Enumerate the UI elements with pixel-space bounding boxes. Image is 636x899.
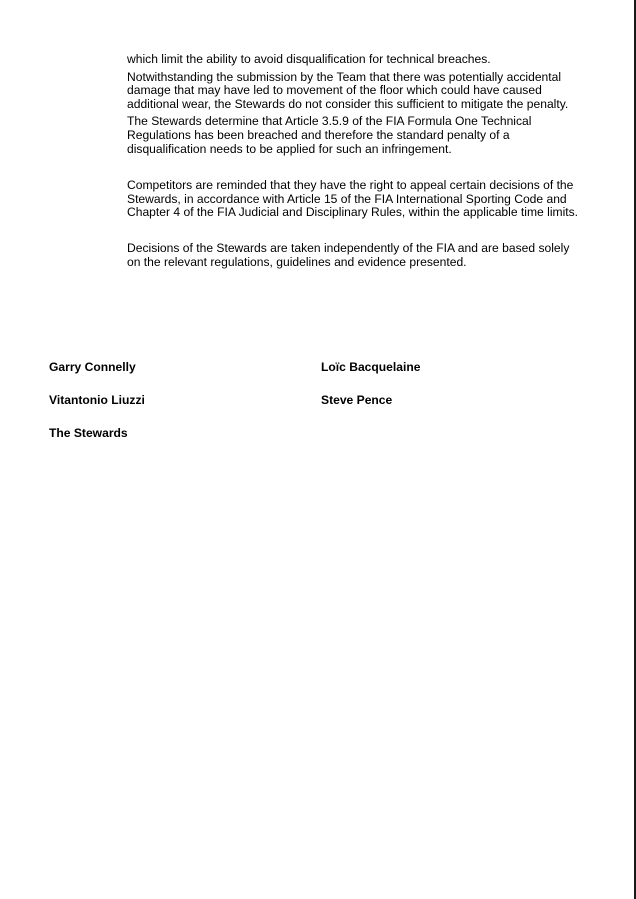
signature-caption: The Stewards <box>49 426 128 440</box>
paragraph-stewards-determination: The Stewards determine that Article 3.5.9 of the FIA Formula One Technical Regulations has been breached and therefore the standard penalty of a disqualification needs to be applied for such an infringement. <box>127 114 532 156</box>
paragraph-disqualification-limit: which limit the ability to avoid disqualification for technical breaches. <box>127 52 491 66</box>
signatory-name: Garry Connelly <box>49 360 136 374</box>
signatory-name: Steve Pence <box>321 393 393 407</box>
paragraph-right-to-appeal: Competitors are reminded that they have the right to appeal certain decisions of the Stewards, in accordance with Article 15 of the FIA International Sporting Code and Chapter 4 of the FIA Judicial and Disciplinary Rules, within the applicable time limits. <box>127 178 579 220</box>
paragraph-independence-statement: Decisions of the Stewards are taken independently of the FIA and are based solely on the relevant regulations, guidelines and evidence presented. <box>127 240 570 269</box>
decision-body <box>127 53 582 269</box>
paragraph-team-submission: Notwithstanding the submission by the Team that there was potentially accidental damage that may have led to movement of the floor which could have caused additional wear, the Stewards do not consider this sufficient to mitigate the penalty. <box>127 69 569 111</box>
signatory-name: Loïc Bacquelaine <box>321 360 421 374</box>
signatory-name: Vitantonio Liuzzi <box>49 393 145 407</box>
